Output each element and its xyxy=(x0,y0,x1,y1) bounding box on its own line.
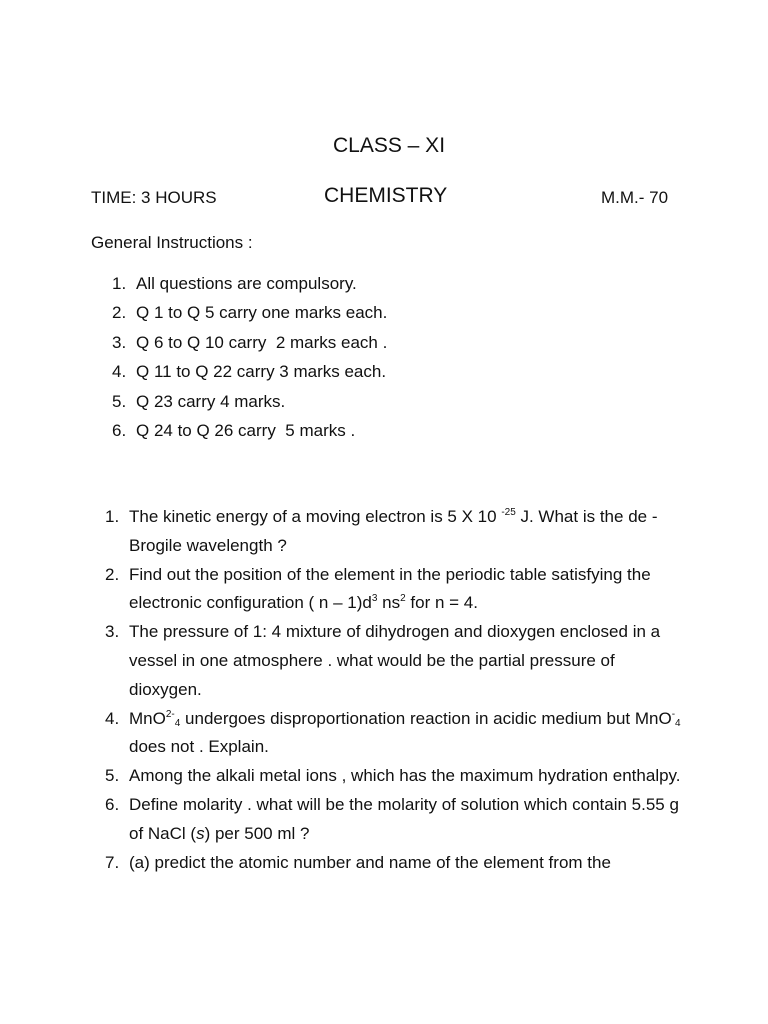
exponent: 3 xyxy=(371,593,378,605)
instruction-number: 6. xyxy=(112,420,127,440)
question-item xyxy=(105,791,685,849)
subscript: 4 xyxy=(174,717,181,729)
question-item xyxy=(105,705,685,763)
instruction-item xyxy=(112,421,732,450)
instruction-number: 4. xyxy=(112,362,127,382)
question-number: 2. xyxy=(105,564,120,584)
instruction-number: 5. xyxy=(112,391,127,411)
question-number: 3. xyxy=(105,622,120,642)
question-text: Among the alkali metal ions , which has the maximum hydration enthalpy. xyxy=(129,766,681,786)
exponent: -25 xyxy=(501,507,516,518)
question-item xyxy=(105,618,685,704)
question-item xyxy=(105,762,685,791)
instruction-text: Q 24 to Q 26 carry 5 marks . xyxy=(136,420,356,440)
instruction-item xyxy=(112,392,732,421)
exponent: 2 xyxy=(400,593,406,605)
instruction-text: Q 23 carry 4 marks. xyxy=(136,391,286,411)
charge: - xyxy=(671,708,676,720)
instruction-text: All questions are compulsory. xyxy=(136,274,357,293)
instruction-text: Q 6 to Q 10 carry 2 marks each . xyxy=(136,332,388,352)
question-text: Find out the position of the element in the periodic table satisfying the electronic configuration ( n – $1)d^3$ $ns^2$ for n = 4. xyxy=(129,564,651,613)
question-text: The kinetic energy of a moving electron is 5 X 10 $^{-25}$ J. What is the de - Brogile wavelength ? xyxy=(129,507,658,555)
class-title: CLASS – XI xyxy=(332,134,446,157)
instruction-text: Q 11 to Q 22 carry 3 marks each. xyxy=(136,362,387,382)
question-number: 7. xyxy=(105,852,120,872)
instruction-text: Q 1 to Q 5 carry one marks each. xyxy=(136,303,388,323)
instruction-number: 2. xyxy=(112,303,127,323)
question-item xyxy=(105,503,685,561)
state-symbol: s xyxy=(196,823,205,843)
question-number: 5. xyxy=(105,766,120,786)
subscript: 4 xyxy=(675,717,681,729)
instruction-item xyxy=(112,333,732,362)
question-item xyxy=(105,849,685,878)
question-text: Define molarity . what will be the molarity of solution which contain 5.55 g of NaCl (s) per 500 ml ? xyxy=(129,794,679,843)
exam-time: TIME: 3 HOURS xyxy=(91,188,217,207)
subject-title: CHEMISTRY xyxy=(324,184,448,207)
question-text: The pressure of 1: 4 mixture of dihydrogen and dioxygen enclosed in a vessel in one atmosphere . what would be the partial pressure of dioxygen. xyxy=(129,622,661,699)
question-number: 1. xyxy=(105,507,120,526)
question-number: 4. xyxy=(105,708,120,728)
instruction-item xyxy=(112,303,732,332)
instructions-list xyxy=(112,274,732,450)
question-number: 6. xyxy=(105,794,120,814)
instruction-number: 1. xyxy=(112,274,127,293)
question-text: (a) predict the atomic number and name of the element from the xyxy=(129,852,611,872)
instruction-number: 3. xyxy=(112,332,127,352)
questions-list xyxy=(105,503,685,877)
instructions-heading: General Instructions : xyxy=(91,233,253,252)
question-item xyxy=(105,561,685,619)
charge: 2- xyxy=(165,708,175,720)
max-marks: M.M.- 70 xyxy=(601,188,669,207)
instruction-item xyxy=(112,362,732,391)
instruction-item xyxy=(112,274,732,303)
question-text: MnO$^{2-}_4$ undergoes disproportionation reaction in acidic medium but MnO-$_4$ does not . Explain. xyxy=(129,708,681,757)
